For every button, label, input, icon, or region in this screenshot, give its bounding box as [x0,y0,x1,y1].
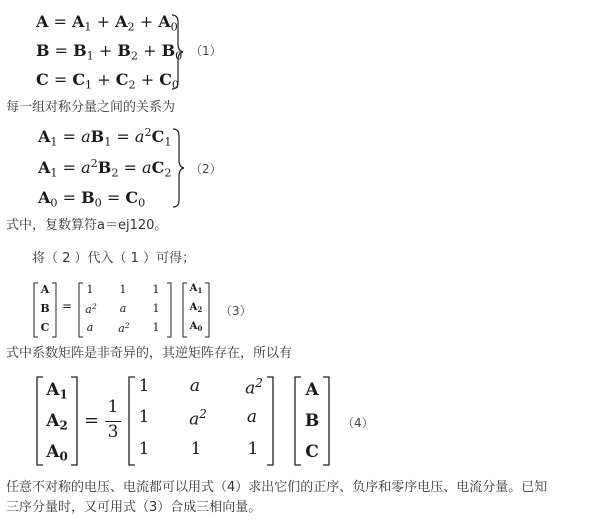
equation-4-number: （4） [342,416,374,430]
equation-1-number: （1） [190,44,222,58]
eq3-m-1-2: 1 [152,302,160,315]
equation-2-line-2: $A_1 = a^2B_2 = aC_2$ [38,157,172,180]
eq4-rhs-0: A [305,380,319,400]
equation-1-line-3: $C = C_1 + C_2 + C_0$ [36,70,180,92]
eq4-lhs-1: $A_2$ [46,411,68,433]
right-brace-2 [171,128,185,208]
equation-1-line-2: $B = B_1 + B_2 + B_0$ [36,41,183,63]
eq3-equals-sign: = [62,299,73,313]
eq4-lhs-0: $A_1$ [46,380,68,402]
eq3-m-2-2: 1 [152,321,160,334]
eq3-rhs-2: $A_0$ [189,321,203,334]
eq3-m-0-2: 1 [152,283,160,296]
eq4-m-1-2: a [246,407,258,427]
eq3-m-2-0: a [86,321,94,334]
eq4-m-0-0: 1 [138,376,150,396]
eq3-m-0-1: 1 [119,283,127,296]
text-operator-definition: 式中，复数算符a＝ej120。 [6,218,168,233]
equation-2-line-3: $A_0 = B_0 = C_0$ [38,188,146,210]
eq4-coef-denominator: 3 [107,422,119,442]
eq4-lhs-2: $A_0$ [46,442,68,464]
equation-2-number: （2） [190,162,222,176]
eq4-m-2-2: 1 [247,439,259,459]
text-relation-intro: 每一组对称分量之间的关系为 [6,100,176,115]
eq3-m-1-0: $a^2$ [85,302,97,317]
eq3-m-1-1: a [119,302,127,315]
eq3-rhs-1: $A_2$ [189,302,203,315]
equation-2-line-1: $A_1 = aB_1 = a^2C_1$ [38,126,172,149]
eq3-rhs-0: $A_1$ [189,283,203,296]
text-conclusion-line-1: 任意不对称的电压、电流都可以用式（4）求出它们的正序、负序和零序电压、电流分量。已知 [6,480,548,495]
eq4-m-2-1: 1 [190,439,202,459]
eq3-lhs-2: C [40,321,50,334]
text-substitute: 将（ 2 ）代入（ 1 ）可得； [32,251,196,266]
eq4-m-2-0: 1 [138,439,150,459]
eq4-rhs-2: C [305,442,319,462]
eq4-m-1-0: 1 [138,407,150,427]
eq4-rhs-1: B [304,411,320,431]
equation-1-line-1: $A = A_1 + A_2 + A_0$ [36,12,178,34]
eq4-m-0-1: a [189,376,201,396]
eq4-coef-numerator: 1 [107,397,119,417]
text-nonsingular: 式中系数矩阵是非奇异的，其逆矩阵存在，所以有 [6,346,293,361]
right-brace-1 [170,14,184,90]
eq4-m-1-1: $a^2$ [189,407,207,430]
eq3-m-2-1: $a^2$ [118,321,130,336]
eq4-m-0-2: $a^2$ [245,376,263,399]
eq3-lhs-0: A [40,283,50,296]
eq4-equals-sign: = [84,410,100,431]
text-conclusion-line-2: 三序分量时，又可用式（3）合成三相向量。 [6,500,262,515]
equation-3-number: （3） [220,304,252,318]
eq3-lhs-1: B [40,302,50,315]
eq3-m-0-0: 1 [86,283,94,296]
